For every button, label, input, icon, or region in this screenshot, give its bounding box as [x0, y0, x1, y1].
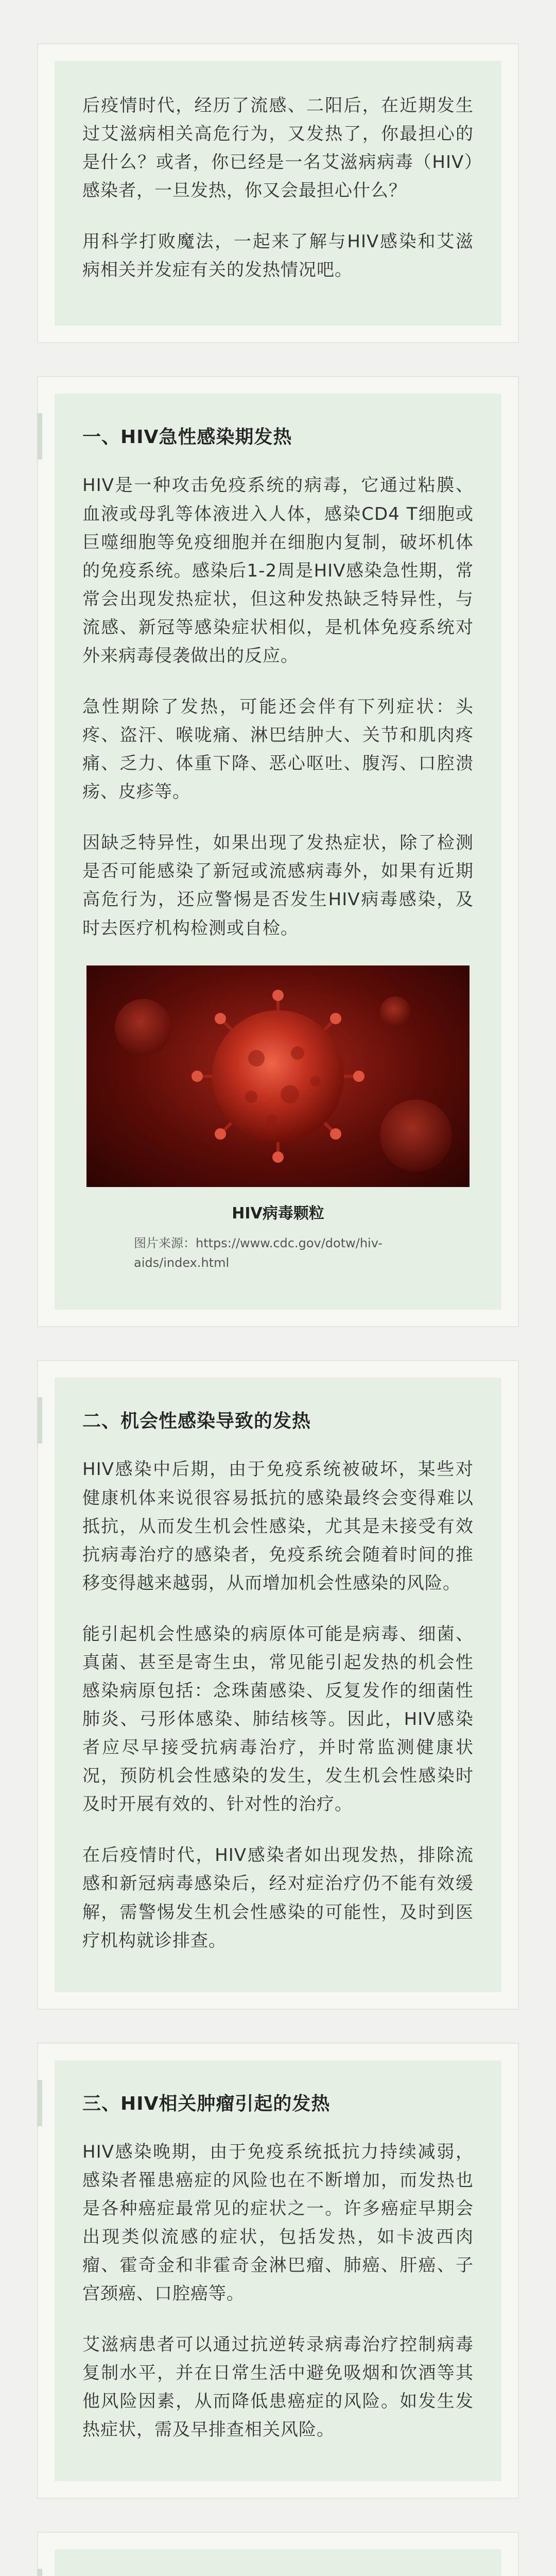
section-accent-bar — [37, 2080, 42, 2126]
section-paragraph: 因缺乏特异性，如果出现了发热症状，除了检测是否可能感染了新冠或流感病毒外，如果有近期高危行为，还应警惕是否发生HIV病毒感染，及时去医疗机构检测或自检。 — [82, 833, 474, 939]
section-title: 二、机会性感染导致的发热 — [82, 1411, 311, 1432]
section-paragraph: 艾滋病患者可以通过抗逆转录病毒治疗控制病毒复制水平，并在日常生活中避免吸烟和饮酒等其他风险因素，从而降低患癌症的风险。如发生发热症状，需及早排查相关风险。 — [82, 2334, 474, 2441]
intro-paragraph: 后疫情时代，经历了流感、二阳后，在近期发生过艾滋病相关高危行为，又发热了，你最担心的是什么？或者，你已经是一名艾滋病病毒（HIV）感染者，一旦发热，你又会最担心什么？ — [82, 95, 474, 201]
section-paragraph: HIV是一种攻击免疫系统的病毒，它通过粘膜、血液或母乳等体液进入人体，感染CD4 T细胞或巨噬细胞等免疫细胞并在细胞内复制，破坏机体的免疫系统。感染后1-2周是HIV感染急性期，常常会出现发热症状，但这种发热缺乏特异性，与流感、新冠等感染症状相似，是机体免疫系统对外来病毒侵袭做出的反应。 — [82, 475, 474, 666]
section-inner — [55, 394, 501, 1310]
section-paragraph: 急性期除了发热，可能还会伴有下列症状：头疼、盗汗、喉咙痛、淋巴结肿大、关节和肌肉疼痛、乏力、体重下降、恶心呕吐、腹泻、口腔溃疡、皮疹等。 — [82, 697, 474, 803]
intro-inner — [55, 61, 501, 326]
section-title: 一、HIV急性感染期发热 — [82, 427, 292, 448]
section-accent-bar — [37, 2569, 42, 2576]
section-paragraph: 在后疫情时代，HIV感染者如出现发热，排除流感和新冠病毒感染后，经对症治疗仍不能有效缓解，需警惕发生机会性感染的可能性，及时到医疗机构就诊排查。 — [82, 1845, 474, 1951]
figure-source: 图片来源：https://www.cdc.gov/dotw/hiv-aids/index.html — [134, 1235, 383, 1270]
section-inner — [55, 2060, 501, 2482]
section-card-opportunistic-infection — [37, 1360, 519, 2009]
intro-paragraph: 用科学打败魔法，一起来了解与HIV感染和艾滋病相关并发症有关的发热情况吧。 — [82, 231, 474, 281]
hiv-virus-image — [86, 965, 470, 1187]
section-inner — [55, 2549, 501, 2576]
section-paragraph: HIV感染中后期，由于免疫系统被破坏，某些对健康机体来说很容易抵抗的感染最终会变得难以抵抗，从而发生机会性感染，尤其是未接受有效抗病毒治疗的感染者，免疫系统会随着时间的推移变得越来越弱，从而增加机会性感染的风险。 — [82, 1459, 474, 1594]
section-card-tumor-fever — [37, 2043, 519, 2499]
section-accent-bar — [37, 413, 42, 460]
intro-card — [37, 43, 519, 343]
section-title: 三、HIV相关肿瘤引起的发热 — [82, 2093, 331, 2114]
section-card-treatment — [37, 2532, 519, 2576]
section-paragraph: HIV感染晚期，由于免疫系统抵抗力持续减弱，感染者罹患癌症的风险也在不断增加，而发热也是各种癌症最常见的症状之一。许多癌症早期会出现类似流感的症状，包括发热，如卡波西肉瘤、霍奇金和非霍奇金淋巴瘤、肺癌、肝癌、子宫颈癌、口腔癌等。 — [82, 2141, 474, 2304]
section-paragraph: 能引起机会性感染的病原体可能是病毒、细菌、真菌、甚至是寄生虫，常见能引起发热的机会性感染病原包括：念珠菌感染、反复发作的细菌性肺炎、弓形体感染、肺结核等。因此，HIV感染者应尽早接受抗病毒治疗，并时常监测健康状况，预防机会性感染的发生，发生机会性感染时及时开展有效的、针对性的治疗。 — [82, 1623, 474, 1815]
hiv-figure — [82, 965, 474, 1273]
section-accent-bar — [37, 1397, 42, 1444]
figure-caption: HIV病毒颗粒 — [232, 1204, 324, 1223]
section-card-acute-infection — [37, 376, 519, 1327]
section-inner — [55, 1378, 501, 1992]
